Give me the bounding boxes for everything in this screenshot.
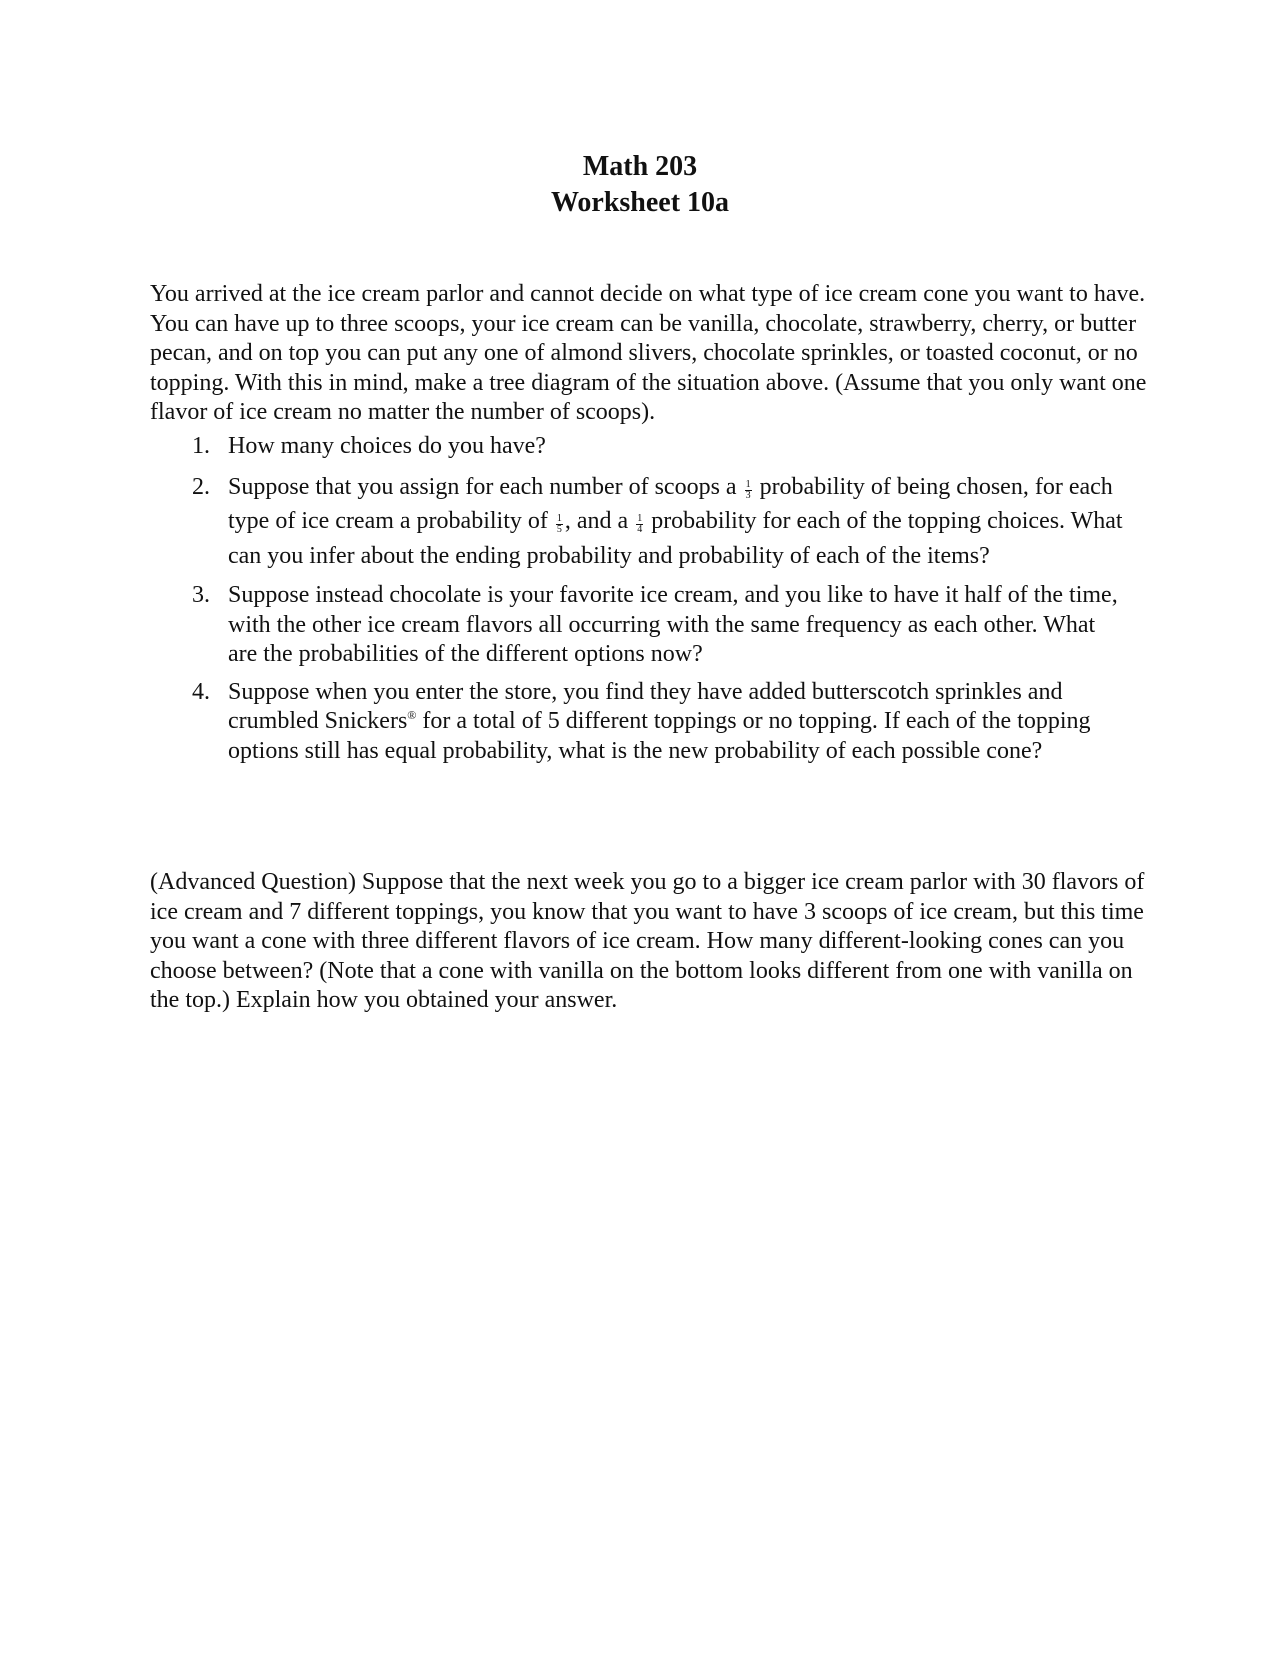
course-title: Math 203 (582, 151, 698, 182)
question-number: 2. (192, 473, 210, 500)
fraction-denominator: 5 (556, 524, 562, 535)
fraction-denominator: 3 (745, 489, 751, 501)
fraction-numerator: 1 (556, 513, 562, 524)
question-number: 4. (192, 678, 210, 705)
question-text: Suppose instead chocolate is your favorite ice cream, and you like to have it half of the time, with the other ice cream flavors all occurring with the same frequency as each other. What are the probabilities of the different options now? (228, 582, 1118, 667)
question-number: 3. (192, 582, 210, 608)
question-text-part: probability for each of the topping choices. What can you infer about the ending probability and probability of each of the items? (228, 508, 1123, 569)
question-text-part: Suppose when you enter the store, you find they have added butterscotch sprinkles and crumbled Snickers (228, 678, 1063, 734)
fraction-numerator: 1 (745, 478, 751, 490)
question-4 (186, 678, 1126, 767)
question-text-part: probability of being chosen, for each type of ice cream a probability of (228, 473, 1113, 534)
fraction-one-fifth (556, 514, 563, 535)
fraction-one-fourth (636, 514, 643, 535)
worksheet-title: Worksheet 10a (550, 187, 730, 218)
question-number: 1. (192, 433, 210, 459)
fraction-denominator: 4 (637, 524, 643, 535)
question-3 (186, 581, 1126, 670)
advanced-question: (Advanced Question) Suppose that the next week you go to a bigger ice cream parlor with 30 flavors of ice cream and 7 different toppings, you know that you want to have 3 scoops of ice cream, but this time you want a cone with three different flavors of ice cream. How many different-looking cones can you choose between? (Note that a cone with vanilla on the bottom looks different from one with vanilla on the top.) Explain how you obtained your answer. (150, 869, 1145, 1013)
fraction-one-third (745, 480, 752, 501)
question-text-part: , and a (564, 508, 629, 534)
fraction-numerator: 1 (637, 513, 643, 524)
question-2 (186, 470, 1126, 574)
question-text-part: Suppose that you assign for each number of scoops a (228, 473, 737, 500)
question-1 (186, 432, 1126, 462)
intro-paragraph: You arrived at the ice cream parlor and cannot decide on what type of ice cream cone you want to have. You can have up to three scoops, your ice cream can be vanilla, chocolate, strawberry, cherry, or butter pecan, and on top you can put any one of almond slivers, chocolate sprinkles, or toasted coconut, or no topping. With this in mind, make a tree diagram of the situation above. (Assume that you only want one flavor of ice cream no matter the number of scoops). (150, 281, 1147, 425)
question-list (186, 432, 1126, 766)
question-text: How many choices do you have? (228, 433, 546, 459)
question-text-part: for a total of 5 different toppings or no topping. If each of the topping options still has equal probability, what is the new probability of each possible cone? (228, 708, 1091, 764)
registered-mark: ® (407, 708, 417, 722)
